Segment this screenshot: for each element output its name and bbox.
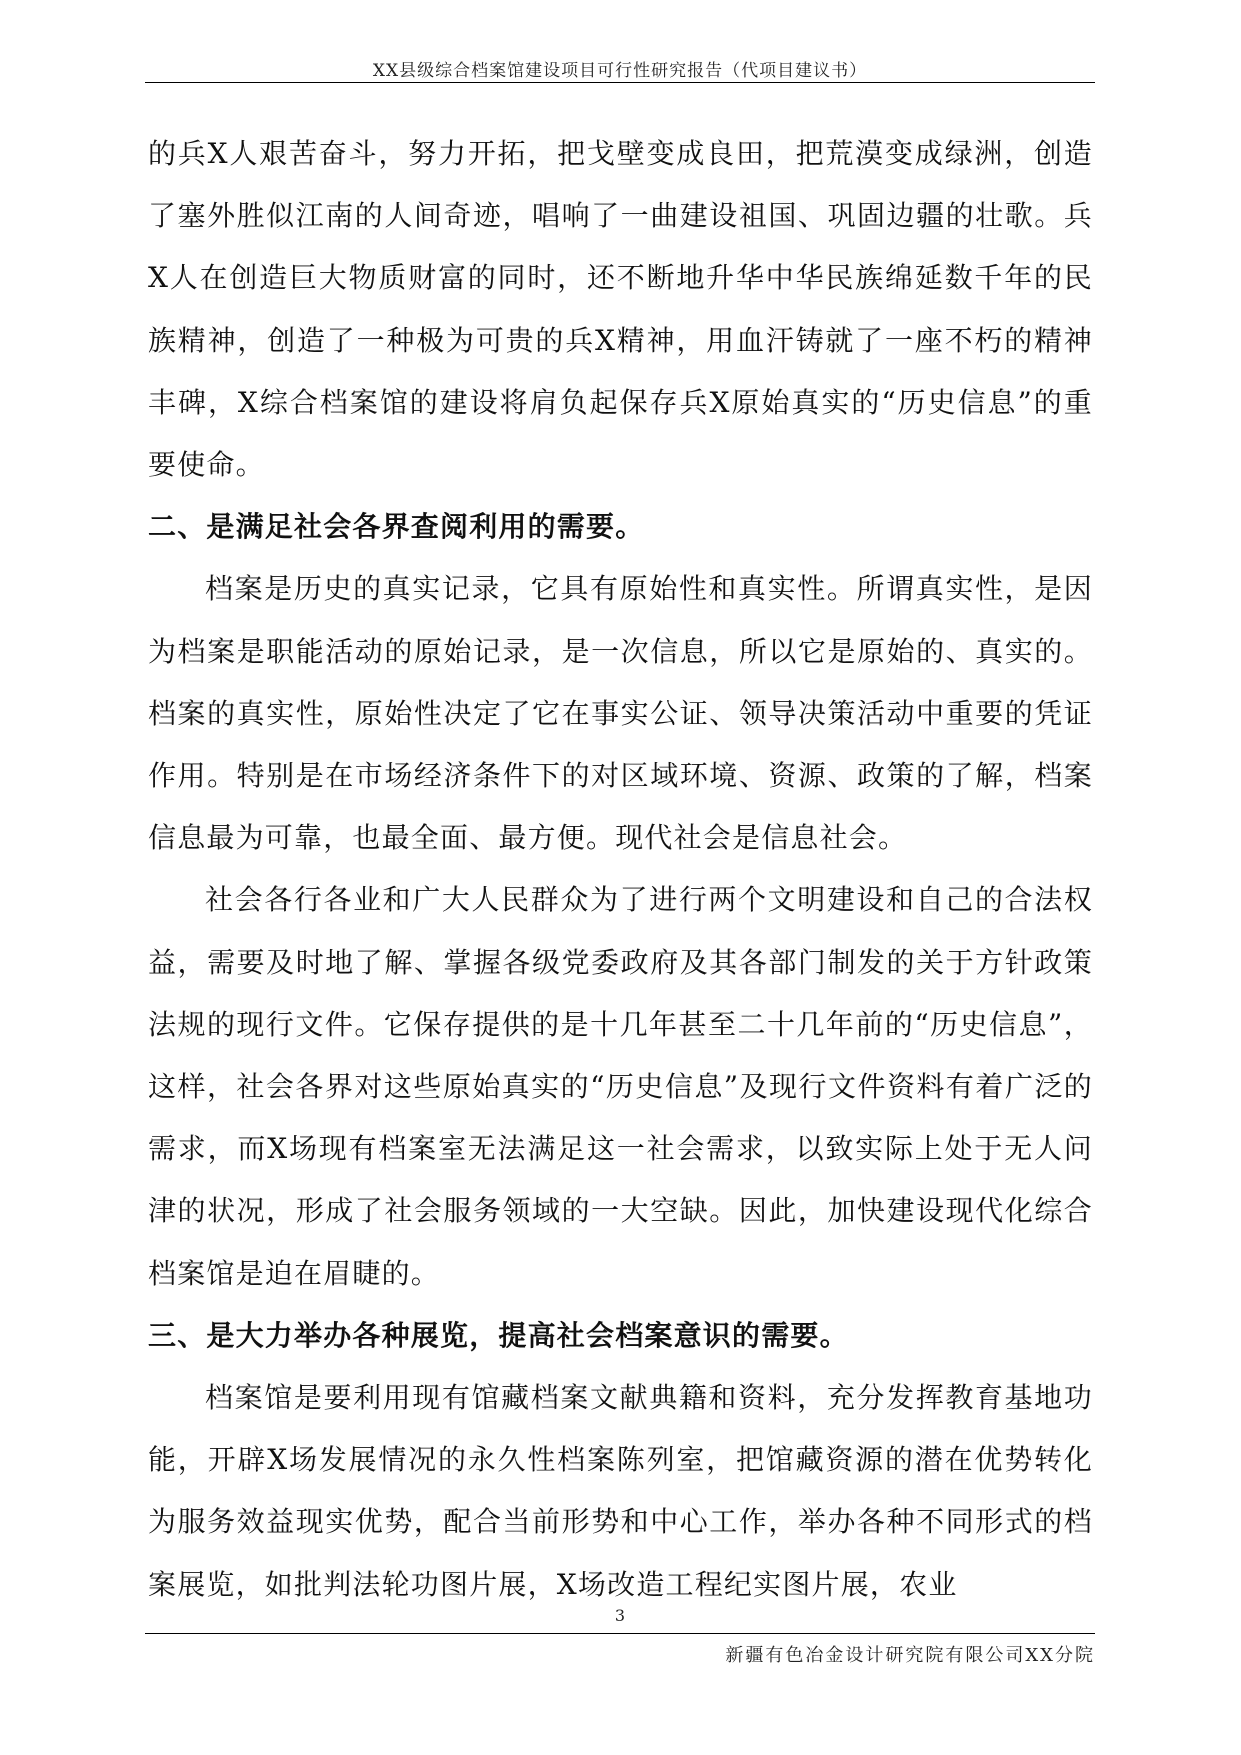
running-header: XX县级综合档案馆建设项目可行性研究报告（代项目建议书） [372, 61, 868, 81]
section-heading: 三、是大力举办各种展览，提高社会档案意识的需要。 [148, 1318, 849, 1352]
paragraph: 社会各行各业和广大人民群众为了进行两个文明建设和自己的合法权益，需要及时地了解、掌握各级党委政府及其各部门制发的关于方针政策法规的现行文件。它保存提供的是十几年甚至二十几年前的“历史信息”，这样，社会各界对这些原始真实的“历史信息”及现行文件资料有着广泛的需求，而X场现有档案室无法满足这一社会需求，以致实际上处于无人问津的状况，形成了社会服务领域的一大空缺。因此，加快建设现代化综合档案馆是迫在眉睫的。 [148, 883, 1093, 1290]
footer-rule [145, 1633, 1095, 1634]
page-number: 3 [614, 1606, 626, 1625]
document-body [148, 123, 1093, 1616]
paragraph: 的兵X人艰苦奋斗，努力开拓，把戈壁变成良田，把荒漠变成绿洲，创造了塞外胜似江南的人间奇迹，唱响了一曲建设祖国、巩固边疆的壮歌。兵X人在创造巨大物质财富的同时，还不断地升华中华民族绵延数千年的民族精神，创造了一种极为可贵的兵X精神，用血汗铸就了一座不朽的精神丰碑，X综合档案馆的建设将肩负起保存兵X原始真实的“历史信息”的重要使命。 [148, 137, 1093, 482]
header-rule [145, 82, 1095, 83]
paragraph: 档案是历史的真实记录，它具有原始性和真实性。所谓真实性，是因为档案是职能活动的原始记录，是一次信息，所以它是原始的、真实的。档案的真实性，原始性决定了它在事实公证、领导决策活动中重要的凭证作用。特别是在市场经济条件下的对区域环境、资源、政策的了解，档案信息最为可靠，也最全面、最方便。现代社会是信息社会。 [148, 572, 1093, 855]
footer-organization: 新疆有色冶金设计研究院有限公司XX分院 [725, 1645, 1095, 1666]
section-heading: 二、是满足社会各界查阅利用的需要。 [148, 510, 645, 544]
paragraph: 档案馆是要利用现有馆藏档案文献典籍和资料，充分发挥教育基地功能，开辟X场发展情况的永久性档案陈列室，把馆藏资源的潜在优势转化为服务效益现实优势，配合当前形势和中心工作，举办各种不同形式的档案展览，如批判法轮功图片展，X场改造工程纪实图片展，农业 [148, 1381, 1093, 1601]
